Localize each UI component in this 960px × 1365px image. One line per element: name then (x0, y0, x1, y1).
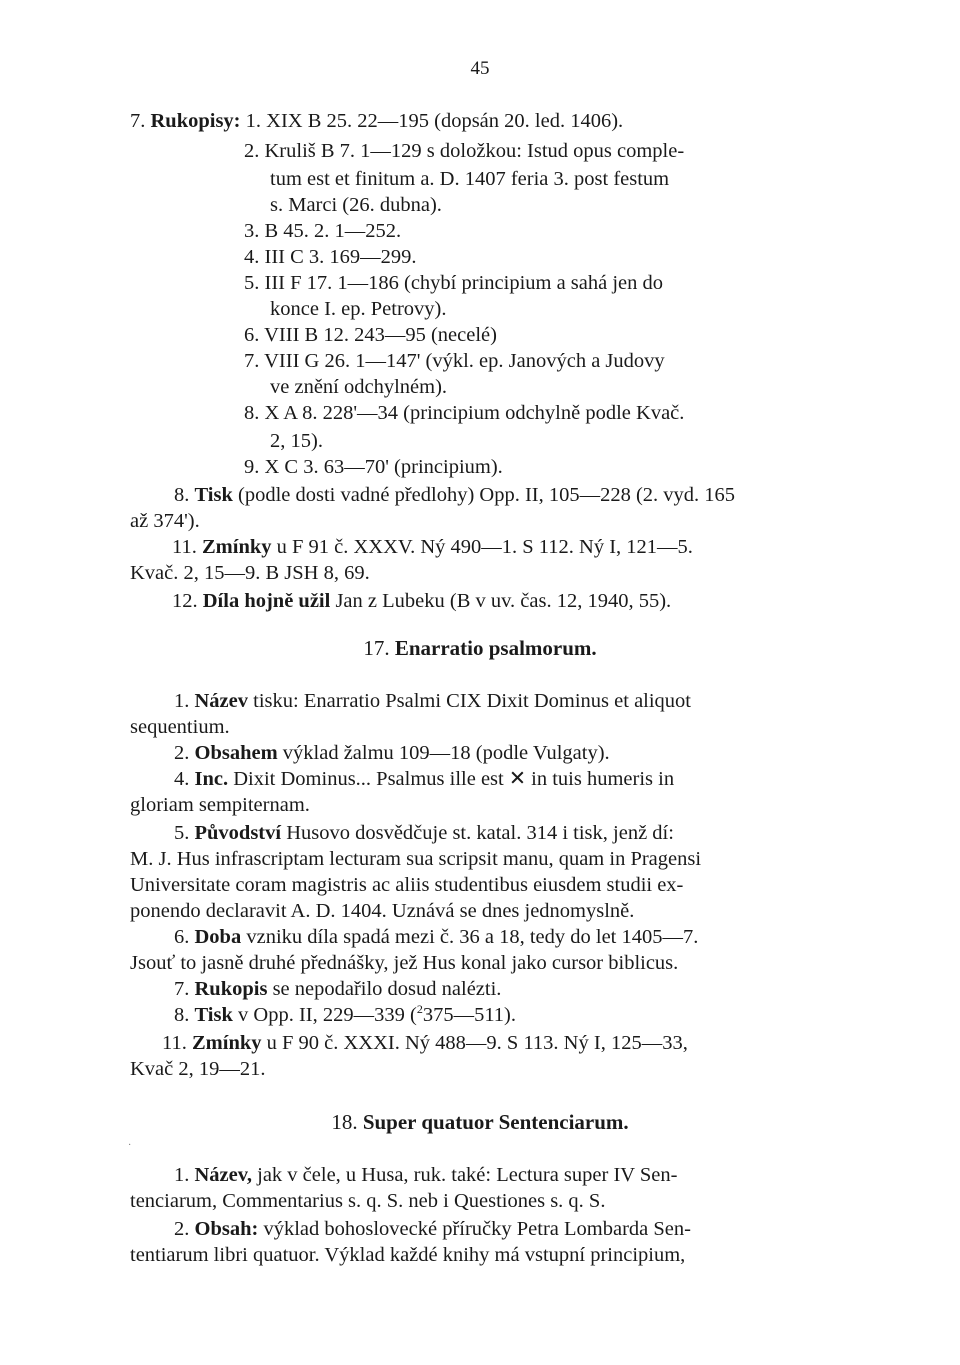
sec7-line-12: 8. X A 8. 228'—34 (principium odchylně podle Kvač. (244, 402, 685, 424)
p17-5-line-1: 5. Původství Husovo dosvědčuje st. katal. 314 i tisk, jenž dí: (174, 822, 674, 844)
sec7-line-4: s. Marci (26. dubna). (270, 194, 442, 216)
sec7-line-14: 9. X C 3. 63—70' (principium). (244, 456, 503, 478)
p18-1-line-1: 1. Název, jak v čele, u Husa, ruk. také: Lectura super IV Sen- (174, 1164, 678, 1186)
heading-18: 18. Super quatuor Sentenciarum. (331, 1110, 629, 1134)
sec11-line-2: Kvač. 2, 15—9. B JSH 8, 69. (130, 562, 370, 584)
p17-6-line-2: Jsouť to jasně druhé přednášky, jež Hus konal jako cursor biblicus. (130, 952, 679, 974)
p18-2-line-1: 2. Obsah: výklad bohoslovecké příručky Petra Lombarda Sen- (174, 1218, 691, 1240)
p17-11-line-2: Kvač 2, 19—21. (130, 1058, 266, 1080)
sec12-line-1: 12. Díla hojně užil Jan z Lubeku (B v uv. čas. 12, 1940, 55). (172, 590, 672, 612)
heading-17: 17. Enarratio psalmorum. (363, 636, 597, 660)
p17-5-line-3: Universitate coram magistris ac aliis studentibus eiusdem studii ex- (130, 874, 684, 896)
sec7-line-11: ve znění odchylném). (270, 376, 448, 398)
p17-1-line-1: 1. Název tisku: Enarratio Psalmi CIX Dixit Dominus et aliquot (174, 690, 692, 712)
p18-1-line-2: tenciarum, Commentarius s. q. S. neb i Questiones s. q. S. (130, 1190, 606, 1212)
sec7-line-7: 5. III F 17. 1—186 (chybí principium a sahá jen do (244, 272, 664, 294)
p17-5-line-2: M. J. Hus infrascriptam lecturam sua scripsit manu, quam in Pragensi (130, 848, 702, 870)
p17-2-line-1: 2. Obsahem výklad žalmu 109—18 (podle Vulgaty). (174, 742, 610, 764)
sec7-line-9: 6. VIII B 12. 243—95 (necelé) (244, 324, 497, 346)
p17-11-line-1: 11. Zmínky u F 90 č. XXXI. Ný 488—9. S 113. Ný I, 125—33, (162, 1032, 688, 1054)
p17-1-line-2: sequentium. (130, 716, 230, 738)
sec7-line-8: konce I. ep. Petrovy). (270, 298, 447, 320)
sec8-line-1: 8. Tisk (podle dosti vadné předlohy) Opp. II, 105—228 (2. vyd. 165 (174, 484, 736, 506)
sec7-line-2: 2. Kruliš B 7. 1—129 s doložkou: Istud opus comple- (244, 140, 685, 162)
sec7-line-5: 3. B 45. 2. 1—252. (244, 220, 402, 242)
sec7-line-13: 2, 15). (270, 430, 323, 452)
sec7-line-6: 4. III C 3. 169—299. (244, 246, 417, 268)
p18-2-line-2: tentiarum libri quatuor. Výklad každé knihy má vstupní principium, (130, 1244, 686, 1266)
sec8-line-2: až 374'). (130, 510, 200, 532)
sec11-line-1: 11. Zmínky u F 91 č. XXXV. Ný 490—1. S 112. Ný I, 121—5. (172, 536, 693, 558)
p17-8-line-1: 8. Tisk v Opp. II, 229—339 ($^2$375—511). (174, 1002, 517, 1026)
stray-mark: · (128, 1140, 132, 1151)
page-number: 45 (470, 58, 490, 79)
sec7-line-3: tum est et finitum a. D. 1407 feria 3. post festum (270, 168, 670, 190)
sec7-line-1: 7. Rukopisy: 1. XIX B 25. 22—195 (dopsán 20. led. 1406). (130, 110, 624, 132)
p17-5-line-4: ponendo declaravit A. D. 1404. Uznává se dnes jednomyslně. (130, 900, 635, 922)
sec7-line-10: 7. VIII G 26. 1—147' (výkl. ep. Janových a Judovy (244, 350, 665, 372)
p17-6-line-1: 6. Doba vzniku díla spadá mezi č. 36 a 18, tedy do let 1405—7. (174, 926, 699, 948)
p17-4-line-2: gloriam sempiternam. (130, 794, 310, 816)
p17-7-line-1: 7. Rukopis se nepodařilo dosud nalézti. (174, 978, 502, 1000)
p17-4-line-1: 4. Inc. Dixit Dominus... Psalmus ille est ✕ in tuis humeris in (174, 768, 675, 790)
